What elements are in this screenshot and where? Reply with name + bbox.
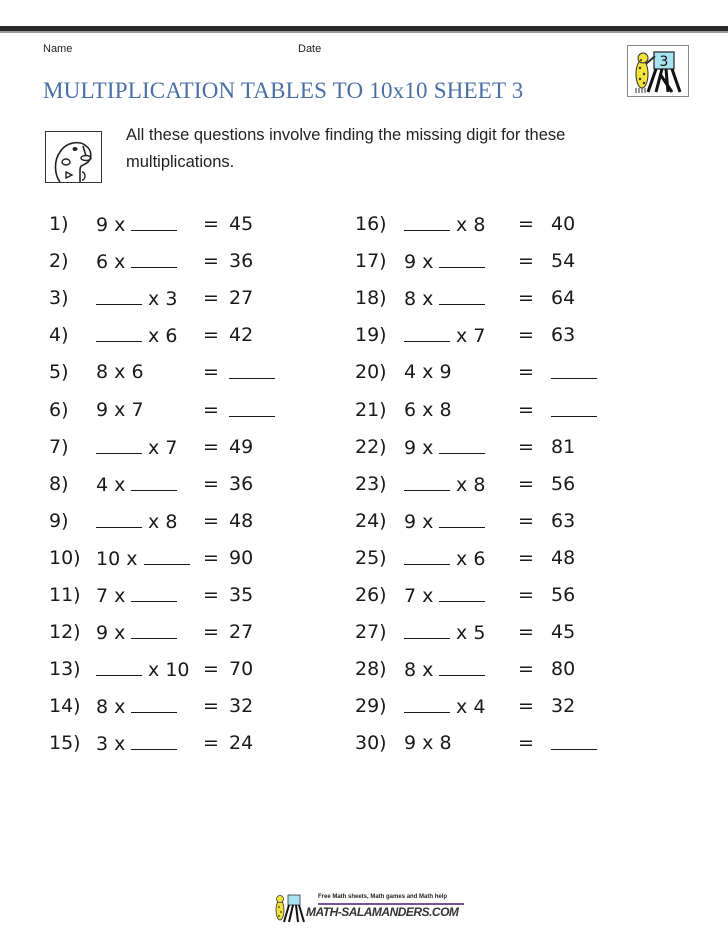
equals-symbol: = [518,435,534,458]
answer-blank[interactable] [144,546,190,565]
equals-symbol: = [518,658,534,681]
question-number: 23) [355,472,387,495]
times-symbol: x [422,732,434,755]
question-number: 7) [49,435,69,458]
question-number: 20) [355,361,387,384]
operand: 9 [96,398,109,421]
equals-symbol: = [203,213,219,235]
equals-symbol: = [203,398,219,421]
equals-symbol: = [518,546,534,569]
operand: 3 [96,733,109,756]
times-symbol: x [456,547,468,570]
equals-symbol: = [203,509,219,532]
operand: 7 [404,585,417,607]
question-row [49,694,349,718]
operand: 8 [404,288,417,311]
question-row [49,509,349,533]
operand: 9 [404,251,417,274]
answer-blank[interactable] [131,620,177,639]
answer-blank[interactable] [96,657,142,676]
question-row [49,212,349,236]
result-value: 90 [229,546,254,569]
equals-symbol: = [518,472,534,495]
operand: 7 [96,585,109,607]
answer-blank[interactable] [404,212,450,231]
answer-blank[interactable] [439,249,485,268]
answer-blank[interactable] [439,509,485,528]
equals-symbol: = [203,324,219,347]
operand: 9 [439,361,452,384]
operand: 9 [404,510,417,533]
question-number: 19) [355,324,387,347]
result-value: 32 [229,695,254,718]
result-value: 56 [551,472,576,495]
question-row [355,509,655,533]
equals-symbol: = [518,250,534,273]
question-row [49,731,349,755]
operand: 7 [165,436,178,459]
equals-symbol: = [203,435,219,458]
question-expression [96,546,190,571]
times-symbol: x [114,361,126,384]
name-label: Name [43,43,73,55]
logo-number: 3 [659,54,669,70]
question-number: 28) [355,658,387,681]
operand: 10 [96,547,121,570]
question-row [49,546,349,570]
question-number: 9) [49,509,69,532]
question-number: 18) [355,287,387,310]
result-blank[interactable] [551,731,597,756]
salamander-icon [45,131,102,183]
question-row [49,472,349,496]
equals-symbol: = [518,361,534,384]
question-number: 8) [49,472,69,495]
equals-symbol: = [203,361,219,384]
operand: 7 [473,325,486,348]
result-value: 32 [551,695,576,718]
times-symbol: x [126,547,138,570]
answer-blank[interactable] [404,546,450,565]
times-symbol: x [148,436,160,459]
equals-symbol: = [203,621,219,644]
question-row [355,435,655,459]
question-row [49,360,349,384]
equals-symbol: = [518,732,534,755]
question-number: 22) [355,435,387,458]
question-expression [404,657,485,682]
question-expression [404,509,485,534]
operand: 8 [96,361,109,384]
question-expression [96,731,177,756]
question-row [355,657,655,681]
question-expression [404,323,485,348]
times-symbol: x [456,696,468,719]
equals-symbol: = [203,658,219,681]
times-symbol: x [114,733,126,756]
answer-blank[interactable] [131,472,177,491]
result-value: 54 [551,250,576,273]
times-symbol: x [148,659,160,682]
question-number: 14) [49,695,81,718]
question-row [355,731,655,755]
operand: 8 [439,398,452,421]
question-expression [96,694,177,719]
operand: 9 [96,622,109,645]
times-symbol: x [114,251,126,274]
answer-blank[interactable] [404,694,450,713]
equals-symbol: = [518,324,534,347]
question-expression [96,286,177,311]
result-value: 64 [551,287,576,310]
result-blank[interactable] [551,398,597,423]
answer-blank[interactable] [439,657,485,676]
answer-blank[interactable] [551,360,597,379]
operand: 3 [165,288,178,311]
question-expression [404,360,452,384]
footer-branding [272,894,462,924]
question-expression [404,212,485,237]
operand: 8 [473,214,486,236]
footer-tagline: Free Math sheets, Math games and Math help [318,894,448,900]
times-symbol: x [456,214,468,236]
question-number: 27) [355,621,387,644]
equals-symbol: = [518,695,534,718]
operand: 6 [473,547,486,570]
question-row [355,583,655,607]
answer-blank[interactable] [229,360,275,379]
question-number: 21) [355,398,387,421]
result-value: 45 [229,213,254,235]
answer-blank[interactable] [439,286,485,305]
result-blank[interactable] [229,360,275,385]
question-number: 15) [49,732,81,755]
result-value: 27 [229,621,254,644]
times-symbol: x [114,622,126,645]
operand: 9 [404,732,417,755]
result-value: 49 [229,435,254,458]
question-expression [96,249,177,274]
question-expression [96,360,144,384]
top-border-rule-shadow [0,31,728,33]
question-number: 24) [355,509,387,532]
equals-symbol: = [518,584,534,606]
operand: 8 [404,659,417,682]
question-row [49,286,349,310]
operand: 8 [96,696,109,719]
times-symbol: x [422,436,434,459]
salamander-easel-logo-icon [627,45,689,97]
question-number: 6) [49,398,69,421]
result-value: 63 [551,509,576,532]
question-row [355,360,655,384]
question-expression [404,286,485,311]
answer-blank[interactable] [404,620,450,639]
question-row [49,323,349,347]
question-expression [404,620,485,645]
question-expression [96,212,177,237]
question-expression [96,620,177,645]
result-value: 70 [229,658,254,681]
answer-blank[interactable] [229,398,275,417]
result-value: 56 [551,584,576,606]
result-value: 45 [551,621,576,644]
question-row [49,398,349,422]
question-row [355,472,655,496]
answer-blank[interactable] [131,212,177,231]
operand: 9 [96,214,109,236]
question-expression [404,435,485,460]
question-expression [404,583,485,608]
operand: 9 [404,436,417,459]
question-number: 2) [49,250,69,273]
question-expression [404,472,485,497]
question-row [355,323,655,347]
answer-blank[interactable] [131,731,177,750]
question-number: 3) [49,287,69,310]
operand: 7 [131,398,144,421]
question-row [355,620,655,644]
equals-symbol: = [203,546,219,569]
answer-blank[interactable] [131,694,177,713]
times-symbol: x [422,585,434,607]
question-row [355,286,655,310]
result-value: 42 [229,324,254,347]
question-row [49,583,349,607]
question-expression [404,731,452,755]
operand: 5 [473,622,486,645]
operand: 6 [404,398,417,421]
equals-symbol: = [203,472,219,495]
question-number: 26) [355,584,387,606]
question-number: 4) [49,324,69,347]
result-value: 48 [551,546,576,569]
operand: 6 [96,251,109,274]
instructions-text: All these questions involve finding the missing digit for these multiplications. [126,126,566,171]
operand: 10 [165,659,190,682]
equals-symbol: = [518,287,534,310]
equals-symbol: = [518,398,534,421]
answer-blank[interactable] [96,435,142,454]
question-expression [96,398,144,422]
question-expression [96,509,177,534]
question-number: 25) [355,546,387,569]
question-number: 13) [49,658,81,681]
result-value: 27 [229,287,254,310]
times-symbol: x [114,214,126,236]
date-label: Date [298,43,322,55]
question-number: 5) [49,361,69,384]
times-symbol: x [422,398,434,421]
answer-blank[interactable] [439,583,485,602]
question-number: 29) [355,695,387,718]
question-expression [404,694,485,719]
footer-brand-link[interactable]: MATH-SALAMANDERS.COM [306,905,459,919]
operand: 4 [473,696,486,719]
times-symbol: x [422,659,434,682]
equals-symbol: = [203,584,219,606]
question-row [355,694,655,718]
answer-blank[interactable] [551,731,597,750]
equals-symbol: = [518,509,534,532]
question-expression [404,249,485,274]
operand: 8 [473,473,486,496]
result-value: 40 [551,213,576,235]
question-number: 1) [49,213,69,235]
operand: 6 [165,325,178,348]
result-value: 36 [229,472,254,495]
equals-symbol: = [203,287,219,310]
times-symbol: x [148,325,160,348]
question-row [49,435,349,459]
equals-symbol: = [518,213,534,235]
question-row [355,398,655,422]
times-symbol: x [114,696,126,719]
times-symbol: x [114,398,126,421]
times-symbol: x [456,622,468,645]
question-row [49,249,349,273]
times-symbol: x [422,251,434,274]
question-row [49,620,349,644]
question-expression [96,323,177,348]
answer-blank[interactable] [131,249,177,268]
result-value: 80 [551,658,576,681]
times-symbol: x [456,473,468,496]
result-value: 24 [229,732,254,755]
times-symbol: x [422,361,434,384]
question-expression [96,583,177,608]
question-row [49,657,349,681]
question-number: 16) [355,213,387,235]
operand: 8 [439,732,452,755]
question-expression [404,546,485,571]
result-value: 36 [229,250,254,273]
question-expression [404,398,452,422]
result-value: 81 [551,435,576,458]
result-blank[interactable] [551,360,597,385]
operand: 6 [131,361,144,384]
question-row [355,212,655,236]
equals-symbol: = [203,732,219,755]
question-expression [96,435,177,460]
operand: 8 [165,510,178,533]
times-symbol: x [148,288,160,311]
result-value: 35 [229,584,254,606]
result-value: 48 [229,509,254,532]
answer-blank[interactable] [439,435,485,454]
question-number: 12) [49,621,81,644]
times-symbol: x [114,473,126,496]
answer-blank[interactable] [131,583,177,602]
question-number: 11) [49,584,81,606]
equals-symbol: = [203,250,219,273]
question-expression [96,657,190,682]
answer-blank[interactable] [404,323,450,342]
question-row [355,249,655,273]
operand: 4 [404,361,417,384]
question-number: 10) [49,546,81,569]
question-number: 17) [355,250,387,273]
times-symbol: x [456,325,468,348]
result-blank[interactable] [229,398,275,423]
question-expression [96,472,177,497]
answer-blank[interactable] [96,323,142,342]
page-title: MULTIPLICATION TABLES TO 10x10 SHEET 3 [43,78,524,103]
equals-symbol: = [518,621,534,644]
question-number: 30) [355,732,387,755]
operand: 4 [96,473,109,496]
times-symbol: x [422,288,434,311]
answer-blank[interactable] [96,509,142,528]
times-symbol: x [422,510,434,533]
result-value: 63 [551,324,576,347]
times-symbol: x [148,510,160,533]
answer-blank[interactable] [96,286,142,305]
question-row [355,546,655,570]
times-symbol: x [114,585,126,607]
answer-blank[interactable] [404,472,450,491]
equals-symbol: = [203,695,219,718]
answer-blank[interactable] [551,398,597,417]
